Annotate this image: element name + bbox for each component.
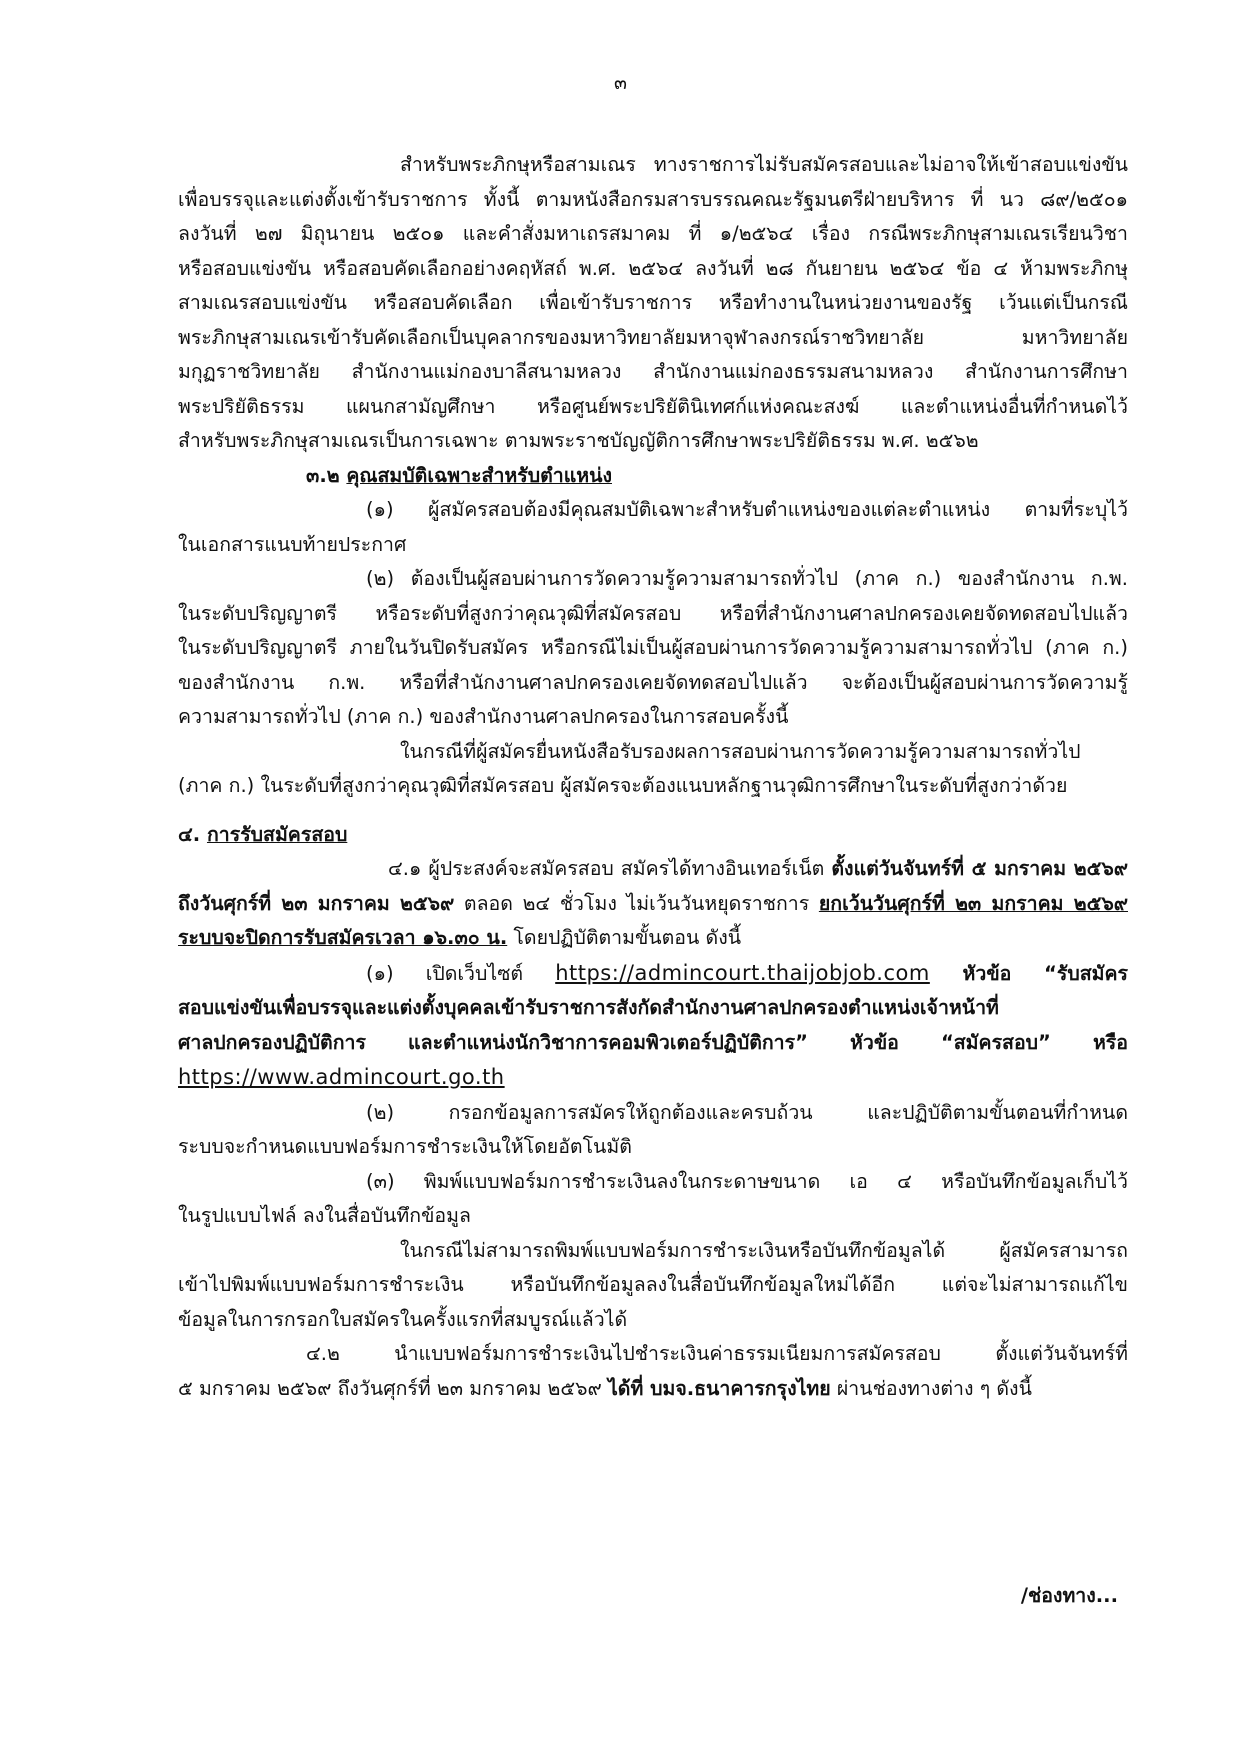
section-3-2-note	[178, 735, 1128, 804]
paragraph-line	[178, 852, 1128, 887]
paragraph-line: ในระดับปริญญาตรี ภายในวันปิดรับสมัคร หรือกรณีไม่เป็นผู้สอบผ่านการวัดความรู้ความสามารถทั่วไป (ภาค ก.)	[178, 636, 1128, 659]
paragraph-line: ในกรณีที่ผู้สมัครยื่นหนังสือรับรองผลการสอบผ่านการวัดความรู้ความสามารถทั่วไป	[400, 739, 1081, 763]
step-3-paragraph	[178, 1165, 1128, 1234]
section-4-title: การรับสมัครสอบ	[206, 822, 348, 846]
text-run: โดยปฏิบัติตามขั้นตอน ดังนี้	[507, 926, 742, 949]
paragraph-line	[178, 956, 1128, 992]
thaijobjob-link[interactable]: https://admincourt.thaijobjob.com	[555, 960, 930, 985]
section-4-1-paragraph	[178, 852, 1128, 956]
spacer	[178, 804, 1128, 818]
paragraph-line: พระปริยัติธรรม แผนกสามัญศึกษา หรือศูนย์พระปริยัตินิเทศก์แห่งคณะสงฆ์ และตำแหน่งอื่นที่กำหนดไว้	[178, 394, 1128, 418]
paragraph-line: สำหรับพระภิกษุหรือสามเณร ทางราชการไม่รับสมัครสอบและไม่อาจให้เข้าสอบแข่งขัน	[400, 153, 1128, 176]
section-4-2-paragraph	[178, 1337, 1128, 1406]
paragraph-line: ๔.๒ นำแบบฟอร์มการชำระเงินไปชำระเงินค่าธรรมเนียมการสมัครสอบ ตั้งแต่วันจันทร์ที่	[306, 1342, 1128, 1365]
paragraph-line: ศาลปกครองปฏิบัติการ และตำแหน่งนักวิชาการคอมพิวเตอร์ปฏิบัติการ” หัวข้อ “สมัครสอบ” หรือ	[178, 1030, 1128, 1054]
step-3-note	[178, 1234, 1128, 1338]
paragraph-line: (๓) พิมพ์แบบฟอร์มการชำระเงินลงในกระดาษขนาด เอ ๔ หรือบันทึกข้อมูลเก็บไว้	[366, 1169, 1128, 1193]
paragraph-line: ระบบจะกำหนดแบบฟอร์มการชำระเงินให้โดยอัตโนมัติ	[178, 1135, 632, 1158]
section-4-heading	[178, 818, 1128, 853]
section-3-2-item-1	[178, 493, 1128, 562]
paragraph-line: ข้อมูลในการกรอกใบสมัครในครั้งแรกที่สมบูรณ์แล้วได้	[178, 1307, 628, 1331]
paragraph-line: ในระดับปริญญาตรี หรือระดับที่สูงกว่าคุณวุฒิที่สมัครสอบ หรือที่สำนักงานศาลปกครองเคยจัดทดสอบไปแล้ว	[178, 601, 1128, 625]
section-3-2-heading	[178, 459, 1128, 494]
paragraph-line: (ภาค ก.) ในระดับที่สูงกว่าคุณวุฒิที่สมัครสอบ ผู้สมัครจะต้องแนบหลักฐานวุฒิการศึกษาในระดับที่สูงกว่าด้วย	[178, 774, 1068, 797]
bank-name: ได้ที่ บมจ.ธนาคารกรุงไทย	[607, 1376, 831, 1400]
paragraph-line: เพื่อบรรจุและแต่งตั้งเข้ารับราชการ ทั้งนี้ ตามหนังสือกรมสารบรรณคณะรัฐมนตรีฝ่ายบริหาร ที่ นว ๘๙/๒๕๐๑	[178, 187, 1128, 211]
paragraph-line: (๒) ต้องเป็นผู้สอบผ่านการวัดความรู้ความสามารถทั่วไป (ภาค ก.) ของสำนักงาน ก.พ.	[366, 567, 1128, 590]
monk-paragraph	[178, 148, 1128, 459]
section-4-number: ๔.	[178, 822, 201, 846]
paragraph-line: (๑) ผู้สมัครสอบต้องมีคุณสมบัติเฉพาะสำหรับตำแหน่งของแต่ละตำแหน่ง ตามที่ระบุไว้	[366, 498, 1128, 521]
application-end-date: ถึงวันศุกร์ที่ ๒๓ มกราคม ๒๕๖๙	[178, 891, 455, 915]
text-run: ๔.๑ ผู้ประสงค์จะสมัครสอบ สมัครได้ทางอินเทอร์เน็ต	[388, 857, 832, 880]
paragraph-line: ของสำนักงาน ก.พ. หรือที่สำนักงานศาลปกครองเคยจัดทดสอบไปแล้ว จะต้องเป็นผู้สอบผ่านการวัดความรู้	[178, 670, 1128, 694]
step-2-paragraph	[178, 1096, 1128, 1165]
paragraph-line: สำหรับพระภิกษุสามเณรเป็นการเฉพาะ ตามพระราชบัญญัติการศึกษาพระปริยัติธรรม พ.ศ. ๒๕๖๒	[178, 429, 979, 452]
page-number: ๓	[614, 72, 627, 94]
paragraph-line: ในเอกสารแนบท้ายประกาศ	[178, 532, 407, 556]
paragraph-line: ในกรณีไม่สามารถพิมพ์แบบฟอร์มการชำระเงินหรือบันทึกข้อมูลได้ ผู้สมัครสามารถ	[400, 1238, 1128, 1262]
section-3-2-item-2	[178, 562, 1128, 735]
paragraph-line: เข้าไปพิมพ์แบบฟอร์มการชำระเงิน หรือบันทึกข้อมูลลงในสื่อบันทึกข้อมูลใหม่ได้อีก แต่จะไม่สามารถแก้ไข	[178, 1273, 1128, 1296]
admincourt-link[interactable]: https://www.admincourt.go.th	[178, 1065, 505, 1089]
paragraph-line	[178, 921, 1128, 956]
continuation-marker: /ช่องทาง...	[1020, 1584, 1118, 1607]
text-run: ตลอด ๒๔ ชั่วโมง ไม่เว้นวันหยุดราชการ	[454, 891, 819, 915]
text-run: ผ่านช่องทางต่าง ๆ ดังนี้	[830, 1376, 1032, 1400]
paragraph-line: ความสามารถทั่วไป (ภาค ก.) ของสำนักงานศาลปกครองในการสอบครั้งนี้	[178, 705, 789, 728]
step-1-paragraph	[178, 956, 1128, 1096]
paragraph-line: พระภิกษุสามเณรเข้ารับคัดเลือกเป็นบุคลากรของมหาวิทยาลัยมหาจุฬาลงกรณ์ราชวิทยาลัย มหาวิทยาลัย	[178, 325, 1128, 349]
paragraph-line	[178, 1060, 1128, 1096]
paragraph-line: ในรูปแบบไฟล์ ลงในสื่อบันทึกข้อมูล	[178, 1204, 471, 1227]
section-3-2-title: คุณสมบัติเฉพาะสำหรับตำแหน่ง	[346, 463, 612, 487]
exception-date: ยกเว้นวันศุกร์ที่ ๒๓ มกราคม ๒๕๖๙	[818, 891, 1128, 915]
text-run: หัวข้อ “รับสมัคร	[929, 961, 1128, 985]
paragraph-line: ลงวันที่ ๒๗ มิถุนายน ๒๕๐๑ และคำสั่งมหาเถรสมาคม ที่ ๑/๒๕๖๔ เรื่อง กรณีพระภิกษุสามเณรเรียนวิชา	[178, 222, 1128, 245]
document-body	[178, 148, 1128, 1406]
paragraph-line: สามเณรสอบแข่งขัน หรือสอบคัดเลือก เพื่อเข้ารับราชการ หรือทำงานในหน่วยงานของรัฐ เว้นแต่เป็นกรณี	[178, 291, 1128, 314]
paragraph-line	[178, 1372, 1128, 1407]
text-run: (๑) เปิดเว็บไซต์	[366, 961, 556, 985]
closing-time: ระบบจะปิดการรับสมัครเวลา ๑๖.๓๐ น.	[178, 926, 508, 949]
paragraph-line: สอบแข่งขันเพื่อบรรจุและแต่งตั้งบุคคลเข้ารับราชการสังกัดสำนักงานศาลปกครองตำแหน่งเจ้าหน้าที่	[178, 996, 999, 1019]
paragraph-line: (๒) กรอกข้อมูลการสมัครให้ถูกต้องและครบถ้วน และปฏิบัติตามขั้นตอนที่กำหนด	[366, 1100, 1128, 1124]
paragraph-line	[178, 887, 1128, 922]
paragraph-line: มกุฏราชวิทยาลัย สำนักงานแม่กองบาลีสนามหลวง สำนักงานแม่กองธรรมสนามหลวง สำนักงานการศึกษา	[178, 360, 1128, 383]
text-run: ๕ มกราคม ๒๕๖๙ ถึงวันศุกร์ที่ ๒๓ มกราคม ๒๕๖๙	[178, 1376, 608, 1400]
section-3-2-number: ๓.๒	[306, 463, 340, 487]
paragraph-line: หรือสอบแข่งขัน หรือสอบคัดเลือกอย่างคฤหัสถ์ พ.ศ. ๒๕๖๔ ลงวันที่ ๒๘ กันยายน ๒๕๖๔ ข้อ ๔ ห้ามพระภิกษุ	[178, 256, 1128, 280]
application-start-date: ตั้งแต่วันจันทร์ที่ ๕ มกราคม ๒๕๖๙	[831, 857, 1128, 880]
